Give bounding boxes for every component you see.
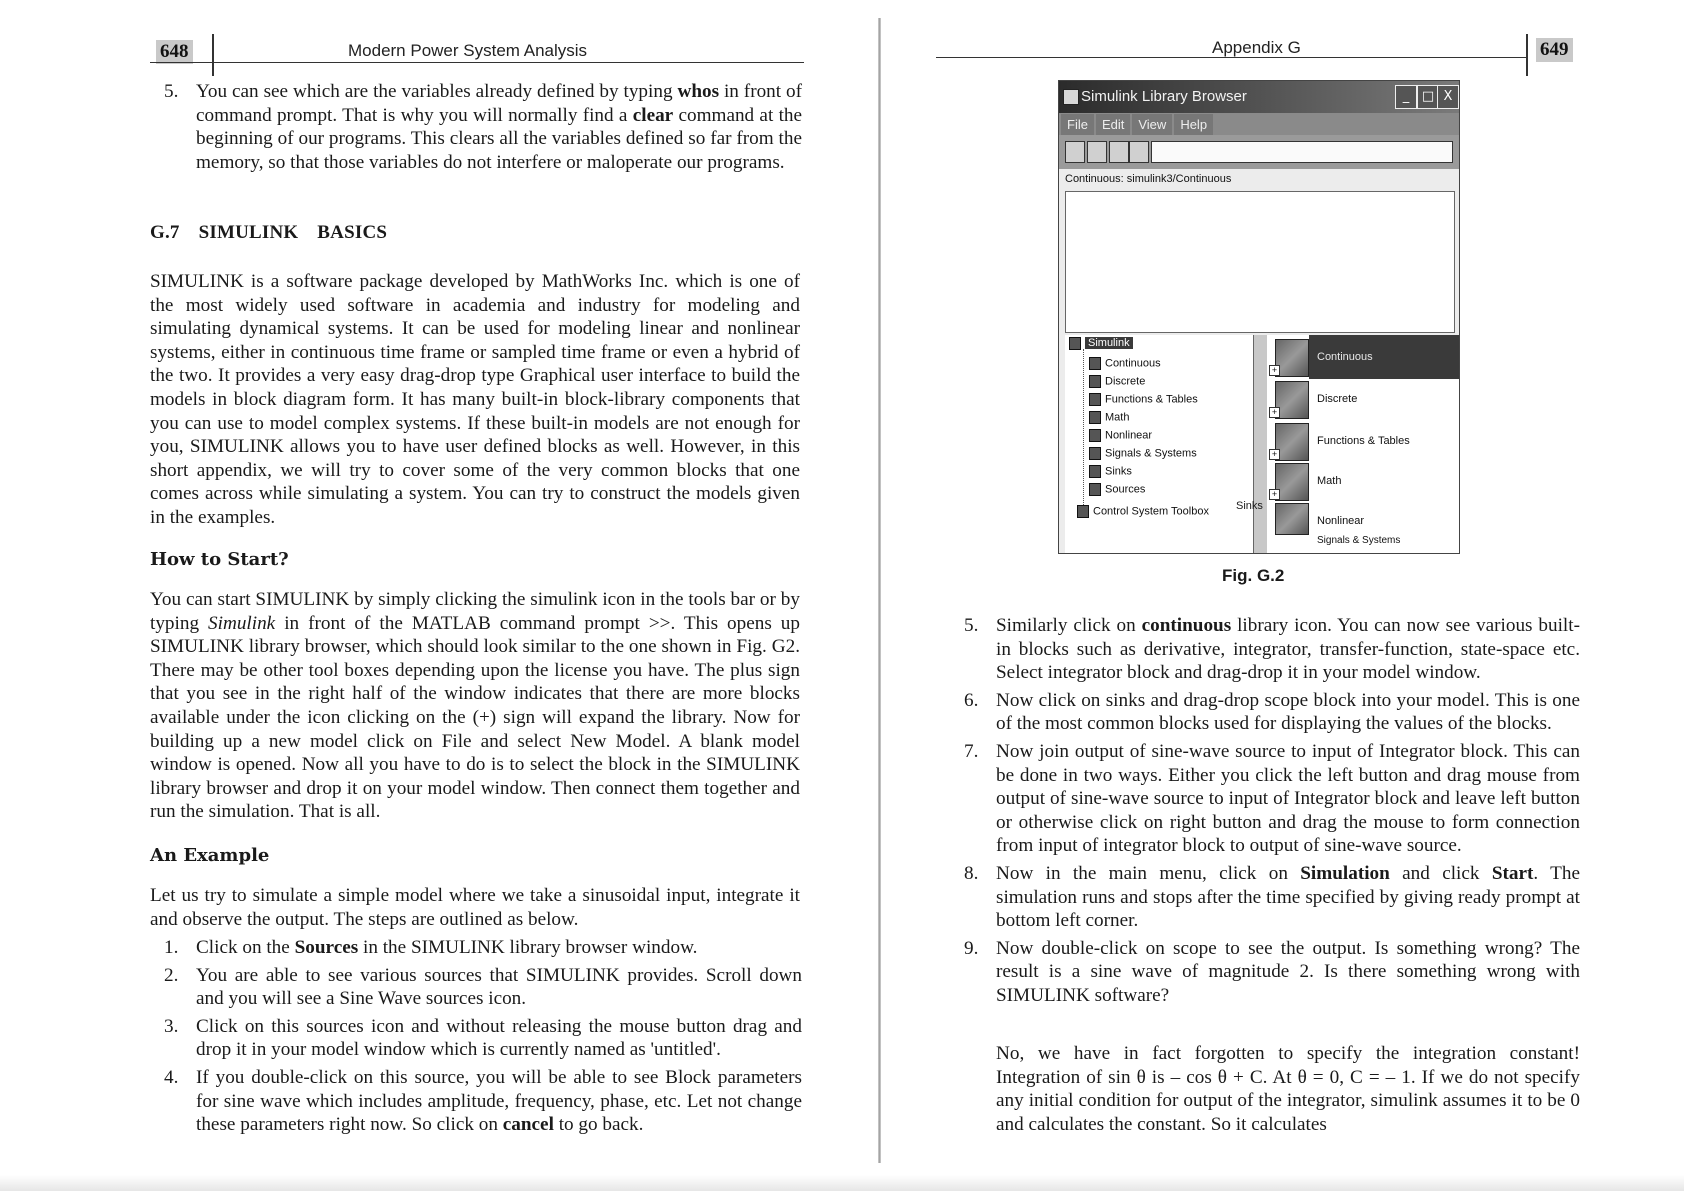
pane-scrollbar[interactable] xyxy=(1253,335,1268,553)
library-icon xyxy=(1089,411,1101,424)
library-icon xyxy=(1089,375,1101,388)
library-icon xyxy=(1089,483,1101,496)
list-item xyxy=(150,1015,802,1062)
step-bold-start: Start xyxy=(1491,862,1534,884)
expand-plus-icon[interactable]: + xyxy=(1269,407,1280,418)
step-text-mid: and click xyxy=(1389,862,1492,884)
step-text: Click on the xyxy=(196,937,295,958)
list-item xyxy=(950,689,1580,736)
lib-label-nonlinear: Nonlinear xyxy=(1317,515,1365,527)
left-steps-list xyxy=(150,936,802,1141)
item-number: 7. xyxy=(964,740,979,762)
new-model-icon[interactable] xyxy=(1065,141,1085,163)
item5-text-2: in front of command prompt. That is why you will normally find a xyxy=(196,81,802,126)
lib-label-signals-systems: Signals & Systems xyxy=(1317,535,1401,546)
functions-tables-block-icon[interactable] xyxy=(1275,423,1309,461)
tree-root-label: Simulink xyxy=(1085,337,1133,349)
step-text-post: to go back. xyxy=(553,1114,644,1136)
item5-bold-whos: whos xyxy=(677,81,720,102)
expand-plus-icon[interactable]: + xyxy=(1269,449,1280,460)
tree-item-sources[interactable] xyxy=(1089,483,1145,496)
list-item xyxy=(950,862,1580,933)
figure-caption: Fig. G.2 xyxy=(1222,566,1285,585)
tree-item-label: Math xyxy=(1105,411,1130,424)
step-bold: Sources xyxy=(294,937,359,958)
open-icon[interactable] xyxy=(1087,141,1107,163)
right-page-number: 649 xyxy=(1536,38,1573,62)
list-item xyxy=(950,740,1580,858)
minimize-button[interactable]: _ xyxy=(1395,85,1417,109)
find-icon[interactable] xyxy=(1129,141,1149,163)
list-item xyxy=(150,936,802,960)
item-number: 5. xyxy=(964,615,979,636)
step-text: Now double-click on scope to see the output. Is something wrong? The result is a sine wave of magnitude 2. Is there something wrong with SIMULINK software? xyxy=(996,937,1580,1006)
simulink-italic: Simulink xyxy=(208,612,276,634)
tree-item-nonlinear[interactable] xyxy=(1089,429,1152,442)
tree-item-label: Functions & Tables xyxy=(1105,393,1198,406)
close-button[interactable]: X xyxy=(1437,85,1459,109)
list-item xyxy=(150,964,802,1011)
example-intro xyxy=(150,884,800,931)
expand-plus-icon[interactable]: + xyxy=(1269,365,1280,376)
description-pane xyxy=(1065,191,1455,333)
tree-item-label: Sinks xyxy=(1105,465,1132,478)
step-text: Click on this sources icon and without releasing the mouse button drag and drop it in your model window which is currently named as 'untitled'. xyxy=(196,1015,802,1061)
menu-file[interactable]: File xyxy=(1061,114,1094,135)
example-heading: An Example xyxy=(150,845,270,866)
step-bold-simulation: Simulation xyxy=(1300,862,1390,884)
item5-text-1: You can see which are the variables already defined by typing xyxy=(196,81,678,102)
library-tree xyxy=(1065,335,1254,553)
step-text: Now in the main menu, click on xyxy=(996,862,1301,884)
item-number: 2. xyxy=(164,964,179,986)
section-heading: G.7 SIMULINK BASICS xyxy=(150,222,388,243)
lib-label-continuous: Continuous xyxy=(1317,351,1373,363)
window-title-bar xyxy=(1059,81,1459,113)
left-item-5-list xyxy=(150,80,802,178)
right-running-head: Appendix G xyxy=(1212,38,1301,57)
tree-item-label: Discrete xyxy=(1105,375,1146,388)
library-icon xyxy=(1089,447,1101,460)
tree-item-functions-tables[interactable] xyxy=(1089,393,1198,406)
continuous-block-icon[interactable] xyxy=(1275,339,1309,377)
tree-item-label: Control System Toolbox xyxy=(1093,505,1209,518)
step-text-post: library icon. You can now see various built-in blocks such as derivative, integrator, transfer-function, state-space etc. Select integrator block and drag-drop it in your model window. xyxy=(996,615,1580,684)
intro-paragraph xyxy=(150,270,800,530)
window-title: Simulink Library Browser xyxy=(1081,88,1247,105)
discrete-block-icon[interactable] xyxy=(1275,381,1309,419)
item-number: 5. xyxy=(164,81,179,102)
library-icon xyxy=(1069,337,1081,350)
list-item xyxy=(950,614,1580,685)
step-text-post: in the SIMULINK library browser window. xyxy=(358,937,698,958)
how-to-start-text-2: in front of the MATLAB command prompt >>. This opens up SIMULINK library browser, which should look similar to the one shown in Fig. G2. There may be other tool boxes depending upon the license you have. The plus sign that you see in the right half of the window indicates that there are more blocks available under the icon clicking on the (+) sign will expand the library. Now for building up a new model click on File and select New Model. A blank model window is opened. Now all you have to do is to select the block in the SIMULINK library browser and drop it on your model window. Then connect them together and run the simulation. That is all. xyxy=(150,612,800,823)
list-item xyxy=(150,1066,802,1137)
toolbar xyxy=(1059,135,1459,169)
library-icon xyxy=(1089,357,1101,370)
tree-item-label: Nonlinear xyxy=(1105,429,1153,442)
library-icon xyxy=(1089,393,1101,406)
step-text: Similarly click on xyxy=(996,615,1142,636)
nonlinear-block-icon[interactable] xyxy=(1275,503,1309,535)
simulink-app-icon xyxy=(1063,89,1079,105)
step-text: You are able to see various sources that SIMULINK provides. Scroll down and you will see a Sine Wave sources icon. xyxy=(196,964,802,1010)
library-icon xyxy=(1089,429,1101,442)
example-intro-text: Let us try to simulate a simple model where we take a sinusoidal input, integrate it and observe the output. The steps are outlined as below. xyxy=(150,885,800,930)
item-number: 9. xyxy=(964,937,979,959)
tree-item-discrete[interactable] xyxy=(1089,375,1145,388)
item5-bold-clear: clear xyxy=(632,104,674,126)
step-text-post: . The simulation runs and stops after the time specified by giving ready prompt at bottom left corner. xyxy=(996,862,1580,932)
lib-label-math: Math xyxy=(1317,475,1342,487)
item-number: 4. xyxy=(164,1066,179,1088)
simulink-library-browser-figure xyxy=(1058,80,1460,554)
tree-item-math[interactable] xyxy=(1089,411,1129,424)
menu-bar xyxy=(1059,113,1459,135)
right-header-bar xyxy=(1526,34,1528,76)
list-item xyxy=(150,80,802,174)
item5-text-3: command at the beginning of our programs. This clears all the variables defined so far from the memory, so that those variables do not interfere or maloperate our programs. xyxy=(196,104,803,173)
block-path: Continuous: simulink3/Continuous xyxy=(1065,173,1232,185)
tree-root-simulink[interactable] xyxy=(1069,337,1133,350)
item-number: 3. xyxy=(164,1015,179,1037)
right-steps-list xyxy=(950,614,1580,1012)
how-to-start-paragraph xyxy=(150,588,800,824)
expand-plus-icon[interactable]: + xyxy=(1269,489,1280,500)
search-input[interactable] xyxy=(1151,141,1453,163)
step-text: Now click on sinks and drag-drop scope block into your model. This is one of the most common blocks used for displaying the values of the blocks. xyxy=(996,689,1580,735)
how-to-start-heading: How to Start? xyxy=(150,549,289,570)
tree-item-label: Sources xyxy=(1105,483,1146,496)
list-item xyxy=(950,937,1580,1008)
tree-item-label: Signals & Systems xyxy=(1105,447,1197,460)
final-paragraph-text: No, we have in fact forgotten to specify the integration constant! Integration of sin θ is – cos θ + C. At θ = 0, C = – 1. If we do not specify any initial condition for output of the integrator, simulink assumes it to be 0 and calculates the constant. So it calculates xyxy=(996,1043,1580,1135)
tree-connector xyxy=(1083,349,1084,509)
right-header-rule xyxy=(936,57,1526,58)
lib-label-functions-tables: Functions & Tables xyxy=(1317,435,1410,447)
tree-item-sinks[interactable] xyxy=(1089,465,1132,478)
library-icon xyxy=(1089,465,1101,478)
item-number: 1. xyxy=(164,937,179,958)
math-block-icon[interactable] xyxy=(1275,463,1309,501)
step-bold: continuous xyxy=(1141,615,1232,636)
menu-edit[interactable]: Edit xyxy=(1096,114,1130,135)
library-blocks-pane xyxy=(1267,335,1459,553)
tree-item-label: Continuous xyxy=(1105,357,1161,370)
step-text: Now join output of sine-wave source to input of Integrator block. This can be done in two ways. Either you click the left button and drag mouse from output of sine-wave source to input of Integrator block and leave left button or otherwise click on right button and drag the mouse to form connection from input of integrator block to output of sine-wave source. xyxy=(996,740,1580,857)
lib-label-discrete: Discrete xyxy=(1317,393,1358,405)
step-text: If you double-click on this source, you will be able to see Block parameters for sine wave which includes amplitude, frequency, phase, etc. Let not change these parameters right now. So click on xyxy=(196,1066,802,1136)
maximize-button[interactable]: □ xyxy=(1417,85,1439,109)
pin-icon[interactable] xyxy=(1109,141,1129,163)
intro-text: SIMULINK is a software package developed by MathWorks Inc. which is one of the most widely used software in academia and industry for modeling and simulating dynamical systems. It can be used for modeling linear and nonlinear systems, either in continuous time frame or sampled time frame or even a hybrid of the two. It provides a very easy drag-drop type Graphical user interface to build the models in block diagram form. It has many built-in block-library components that you can use to model complex systems. If these built-in models are not enough for you, SIMULINK allows you to have user defined blocks as well. However, in this short appendix, we will try to cover some of the very common blocks that one comes across while simulating a system. You can try to construct the models given in the examples. xyxy=(150,271,800,528)
item-number: 6. xyxy=(964,689,979,711)
toolbox-icon xyxy=(1077,505,1089,518)
left-header-bar xyxy=(212,34,214,76)
tree-item-continuous[interactable] xyxy=(1089,357,1161,370)
left-page-number: 648 xyxy=(156,40,193,64)
tree-item-control-system-toolbox[interactable] xyxy=(1077,505,1209,518)
lib-label-sinks: Sinks xyxy=(1236,500,1263,512)
item-number: 8. xyxy=(964,862,979,884)
left-header-rule xyxy=(150,62,804,63)
left-running-head: Modern Power System Analysis xyxy=(348,41,588,60)
how-to-start-text-1: You can start SIMULINK by simply clicking the simulink icon in the tools bar or by typing xyxy=(150,589,800,634)
step-bold: cancel xyxy=(502,1114,554,1136)
final-paragraph xyxy=(996,1042,1580,1136)
tree-item-signals-systems[interactable] xyxy=(1089,447,1197,460)
menu-view[interactable]: View xyxy=(1132,114,1172,135)
menu-help[interactable]: Help xyxy=(1174,114,1213,135)
